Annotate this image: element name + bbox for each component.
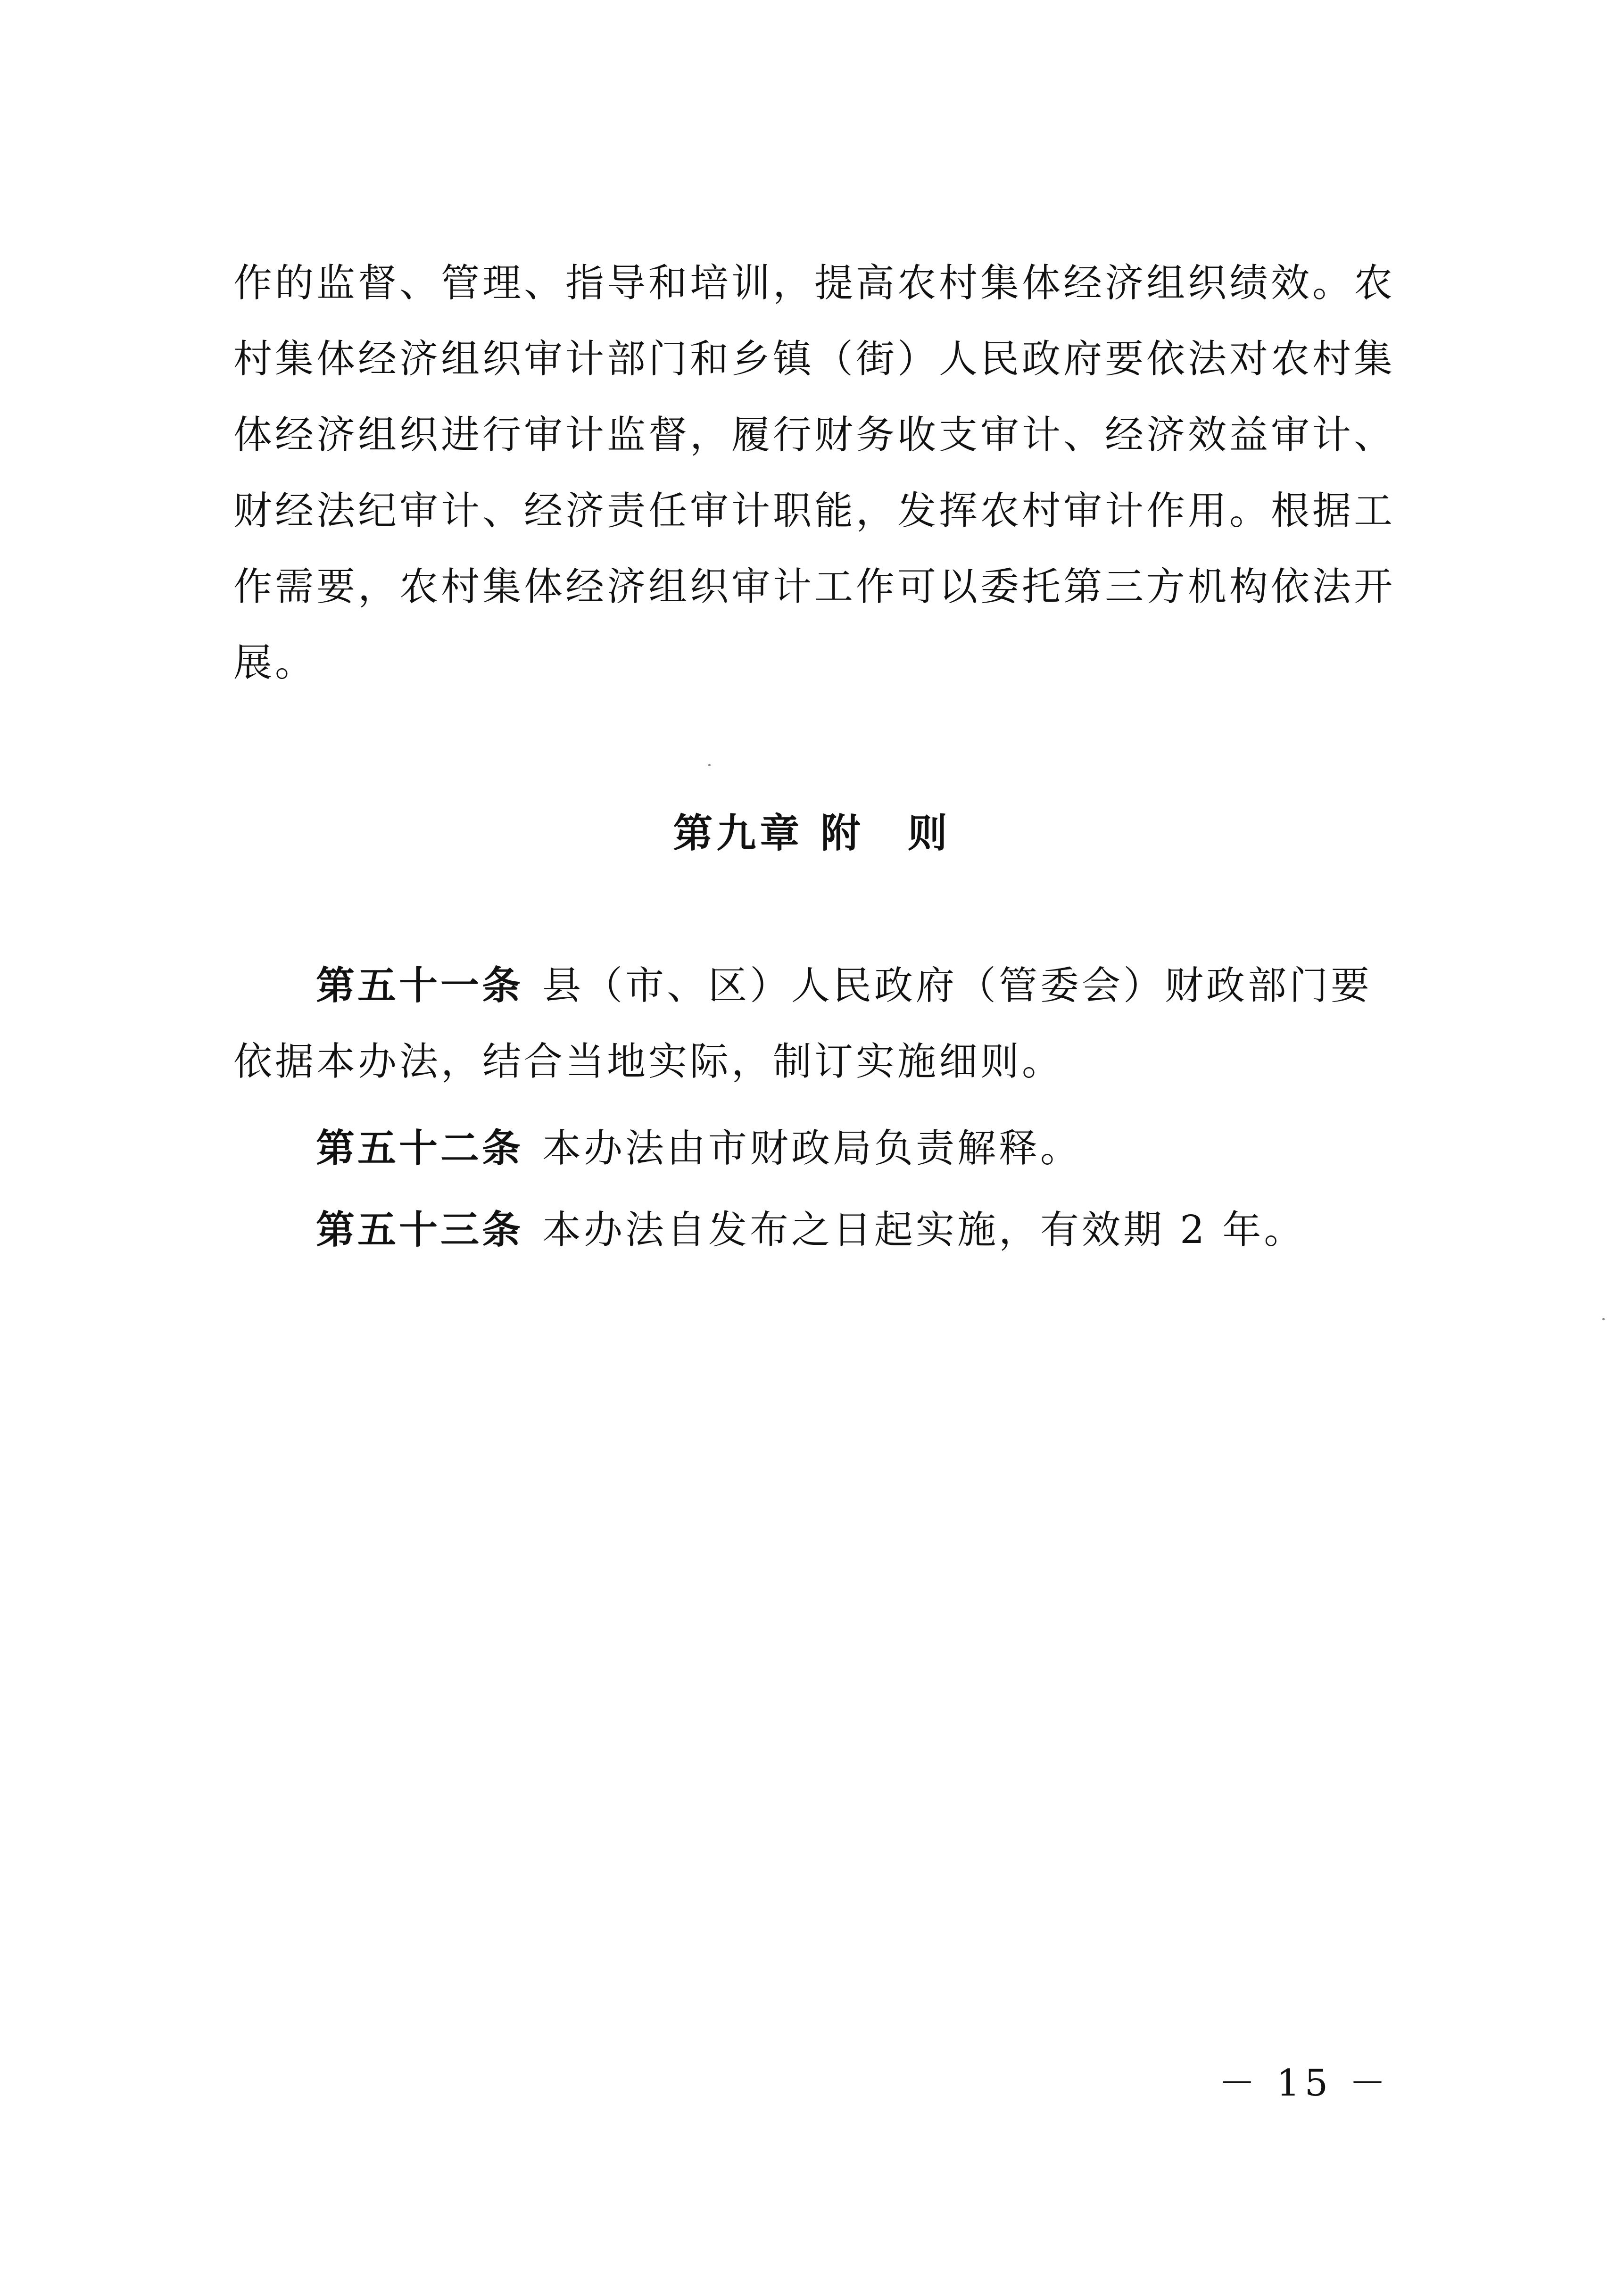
paragraph-line: 作的监督、管理、指导和培训，提高农村集体经济组织绩效。农: [233, 261, 1396, 306]
article-label: 第五十二条: [316, 1126, 524, 1171]
article-label: 第五十一条: [316, 963, 524, 1008]
article-text: 县（市、区）人民政府（管委会）财政部门要: [542, 963, 1373, 1008]
paragraph-line: 展。: [233, 640, 317, 685]
article-line: [233, 1192, 1393, 1268]
paragraph-line: 体经济组织进行审计监督，履行财务收支审计、经济效益审计、: [233, 413, 1396, 457]
chapter-title: 第九章 附 则: [673, 810, 951, 856]
article-text: 本办法自发布之日起实施，有效期 2 年。: [542, 1208, 1306, 1252]
page-number: － 15 －: [1218, 2062, 1391, 2104]
paragraph-line: 作需要，农村集体经济组织审计工作可以委托第三方机构依法开: [233, 564, 1396, 609]
article-51: [233, 948, 1393, 1100]
continuation-paragraph: [233, 245, 1396, 701]
article-52: [233, 1110, 1393, 1186]
article-line: 依据本办法，结合当地实际，制订实施细则。: [233, 1039, 1064, 1084]
article-line: [233, 948, 1393, 1024]
scan-speck: [1602, 1318, 1605, 1320]
paragraph-line: 村集体经济组织审计部门和乡镇（街）人民政府要依法对农村集: [233, 337, 1396, 381]
article-label: 第五十三条: [316, 1208, 524, 1252]
article-line: [233, 1110, 1393, 1186]
scan-speck: [708, 764, 711, 766]
paragraph-line: 财经法纪审计、经济责任审计职能，发挥农村审计作用。根据工: [233, 489, 1396, 533]
article-text: 本办法由市财政局负责解释。: [542, 1126, 1082, 1171]
article-53: [233, 1192, 1393, 1268]
